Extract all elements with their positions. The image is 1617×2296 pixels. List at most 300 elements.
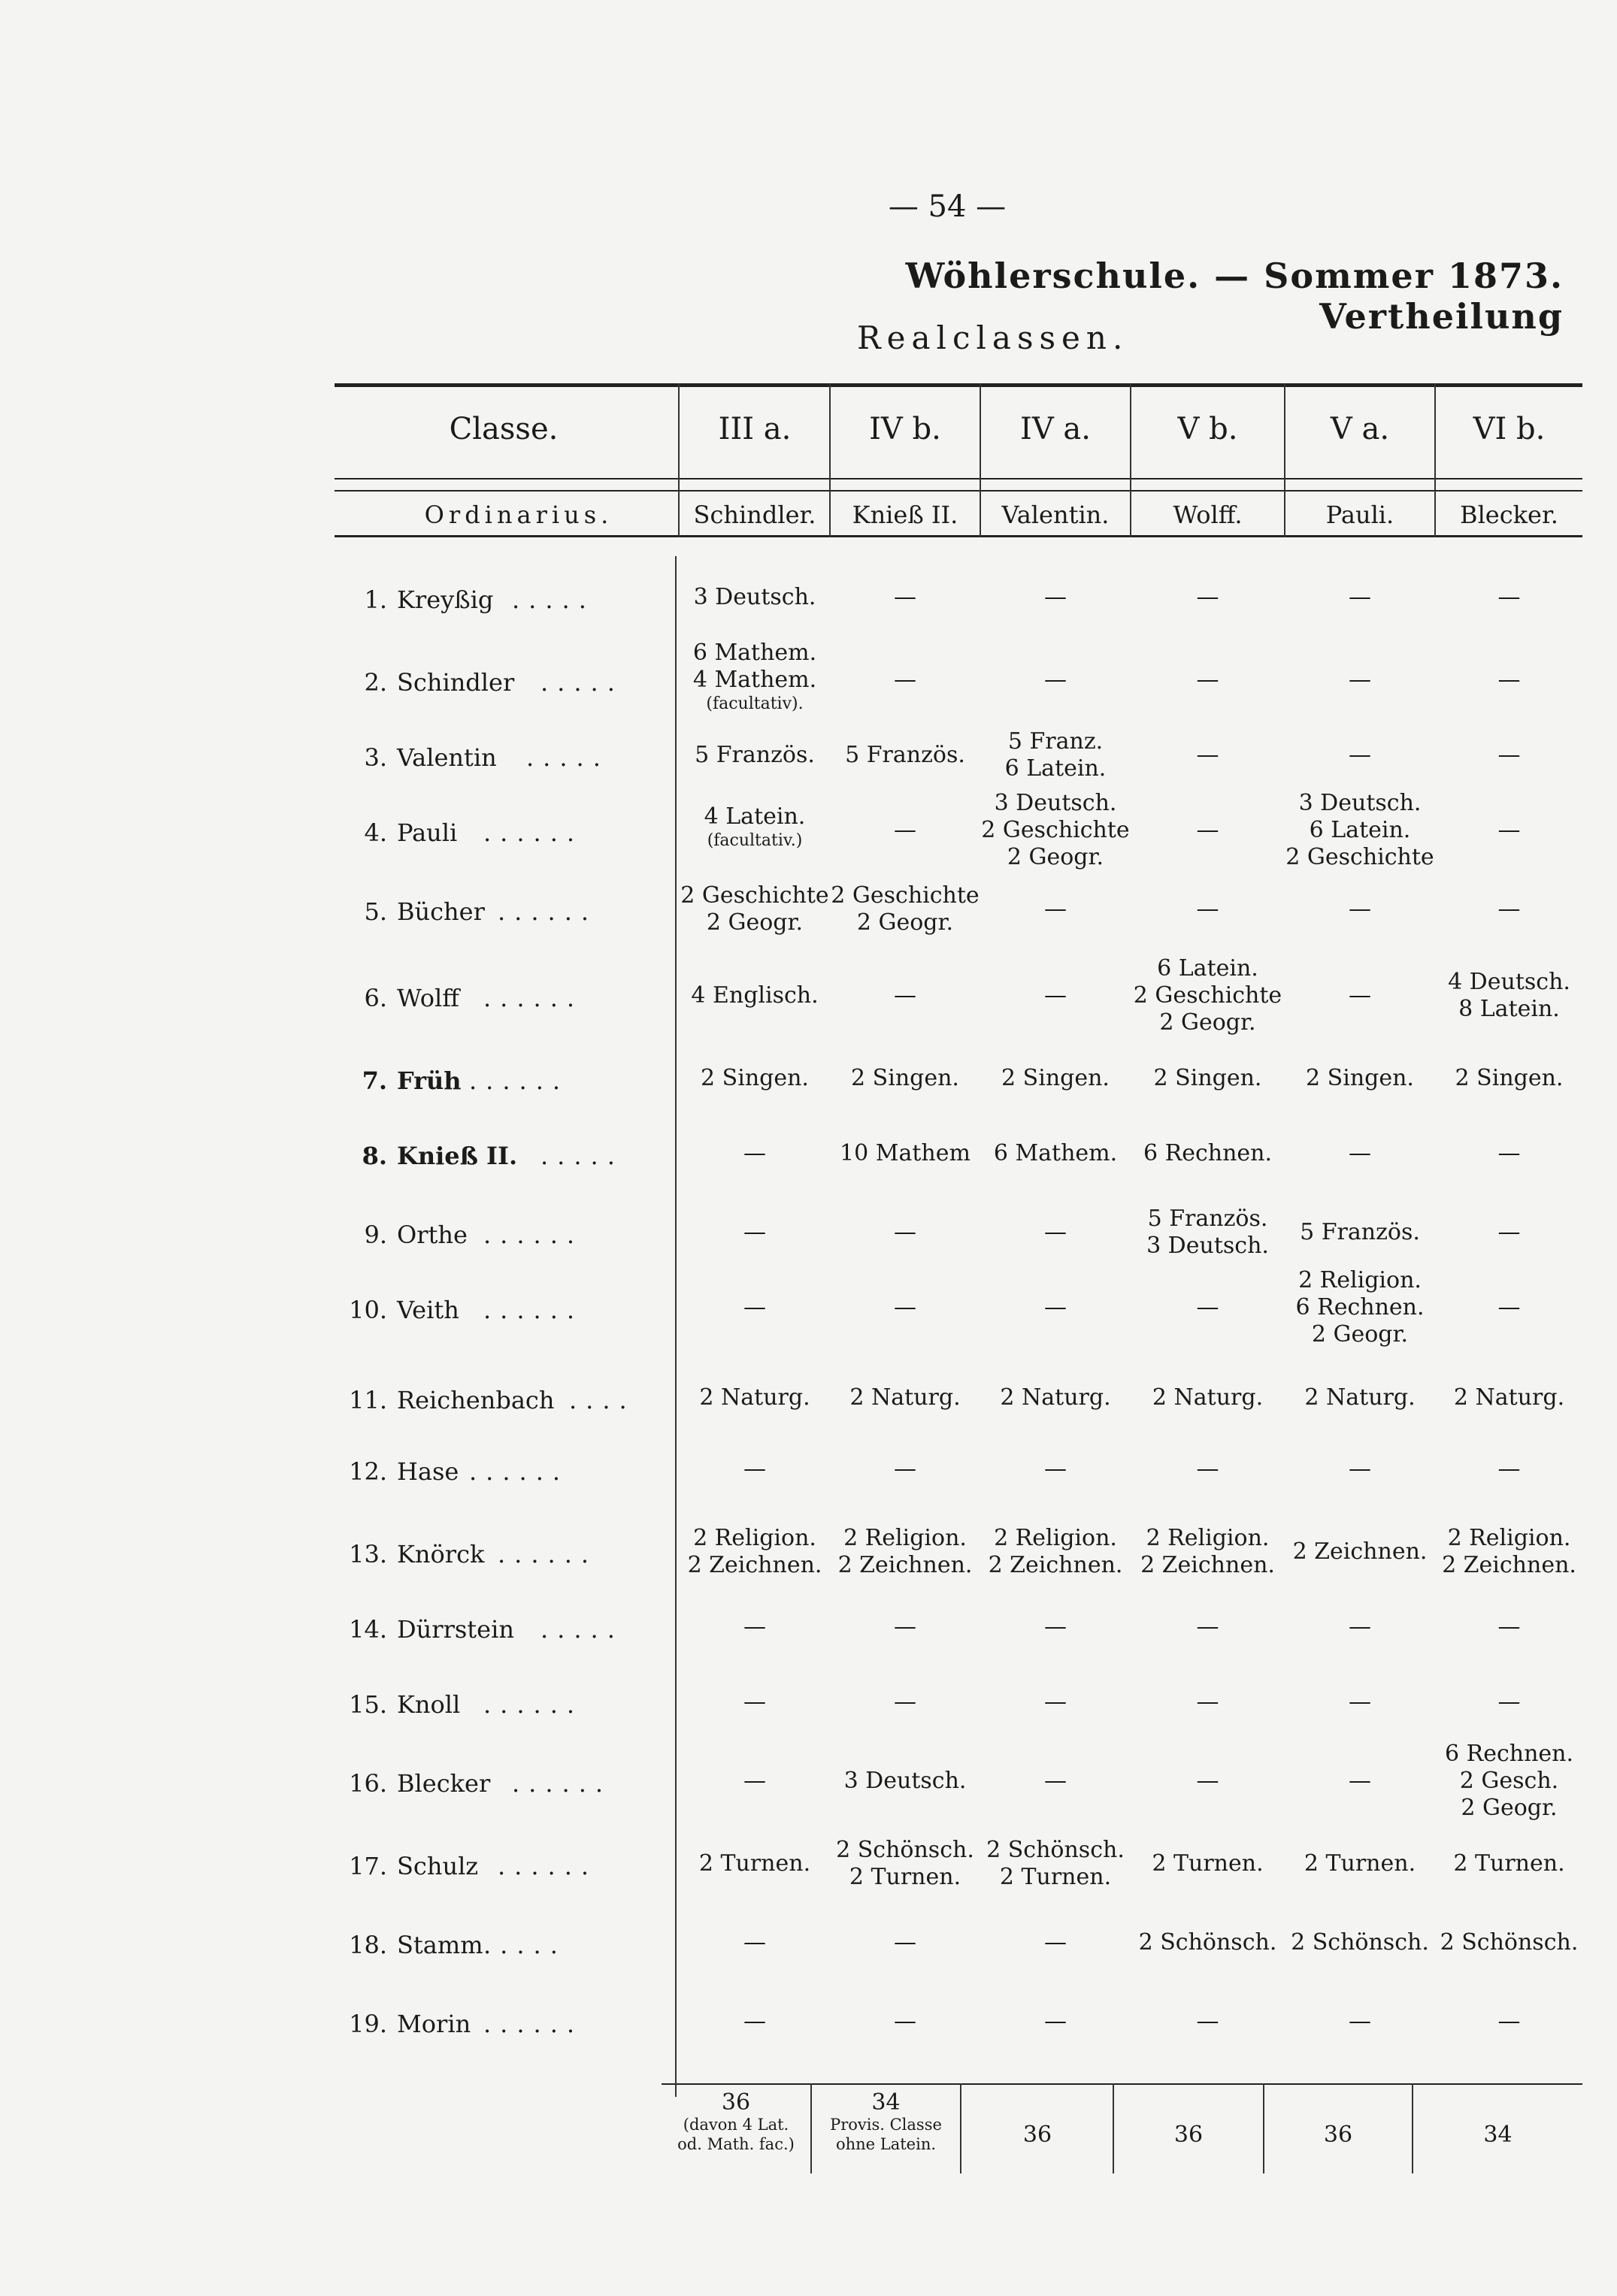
assignment-text: 2 Naturg.	[1304, 1384, 1416, 1411]
assignment-cell	[1285, 1614, 1434, 1641]
assignment-cell	[831, 1525, 980, 1579]
row-number: 7.	[362, 1066, 387, 1095]
assignment-cell	[1436, 1140, 1582, 1167]
teacher-name: Dürrstein	[397, 1615, 514, 1644]
assignment-text: 2 Turnen.	[999, 1864, 1112, 1890]
assignment-text: 2 Naturg.	[849, 1384, 961, 1411]
assignment-cell	[1285, 1929, 1434, 1956]
teacher-name: Knoll	[397, 1690, 461, 1719]
assignment-cell	[981, 667, 1130, 694]
assignment-cell	[1285, 1456, 1434, 1483]
assignment-text: —	[1497, 2008, 1521, 2034]
row-number: 5.	[364, 897, 387, 926]
row-number: 1.	[364, 585, 387, 614]
assignment-text: —	[1497, 1689, 1521, 1715]
assignment-cell	[831, 817, 980, 844]
assignment-text: 6 Latein.	[1309, 817, 1411, 843]
assignment-text: —	[1044, 667, 1067, 693]
assignment-text: —	[743, 1456, 766, 1482]
row-number: 12.	[349, 1457, 387, 1486]
row-number: 14.	[349, 1615, 387, 1644]
ordinarius-name: Pauli.	[1325, 501, 1394, 529]
assignment-text: —	[894, 1219, 916, 1245]
assignment-cell	[831, 1768, 980, 1795]
assignment-text: 6 Mathem.	[993, 1140, 1118, 1166]
total-text: od. Math. fac.)	[677, 2135, 795, 2153]
assignment-text: 2 Singen.	[1455, 1065, 1564, 1091]
assignment-cell	[981, 1614, 1130, 1641]
class-total	[962, 2123, 1113, 2147]
assignment-text: 2 Gesch.	[1459, 1768, 1559, 1794]
assignment-text: —	[1044, 1219, 1067, 1245]
assignment-text: 3 Deutsch.	[1298, 790, 1422, 816]
assignment-text: 2 Religion.	[693, 1525, 816, 1551]
class-total	[662, 2091, 810, 2154]
assignment-text: 2 Religion.	[1146, 1525, 1270, 1551]
leader-dots: .....	[541, 1615, 624, 1644]
assignment-text: —	[743, 1689, 766, 1715]
assignment-cell	[1131, 584, 1284, 611]
assignment-cell	[1285, 667, 1434, 694]
col-line	[960, 2083, 961, 2173]
assignment-cell	[1131, 667, 1284, 694]
assignment-cell	[1436, 1850, 1582, 1877]
leader-dots: .....	[541, 1142, 624, 1170]
rule-ordinarius-bottom	[335, 535, 1582, 537]
leader-dots: .....	[512, 585, 595, 614]
assignment-text: —	[743, 1929, 766, 1956]
assignment-text: 2 Singen.	[851, 1065, 959, 1091]
assignment-cell	[680, 1525, 829, 1579]
assignment-text: —	[1044, 584, 1067, 610]
assignment-cell	[1436, 1741, 1582, 1822]
assignment-cell	[680, 1219, 829, 1246]
assignment-text: —	[1196, 896, 1219, 922]
assignment-cell	[680, 1850, 829, 1877]
assignment-text: 2 Geschichte	[981, 817, 1130, 843]
total-text: Provis. Classe	[830, 2116, 942, 2134]
teacher-name: Früh	[397, 1066, 462, 1095]
assignment-cell	[1131, 1689, 1284, 1716]
assignment-text: —	[743, 1768, 766, 1794]
leader-dots: .....	[526, 743, 610, 772]
row-number: 8.	[362, 1142, 387, 1170]
row-number: 18.	[349, 1931, 387, 1959]
assignment-cell	[1436, 1689, 1582, 1716]
row-number: 13.	[349, 1540, 387, 1568]
assignment-cell	[981, 1219, 1130, 1246]
assignment-text: —	[1497, 1614, 1521, 1640]
total-text: 34	[871, 2089, 901, 2116]
assignment-text: 2 Naturg.	[1000, 1384, 1111, 1411]
assignment-cell	[981, 2008, 1130, 2035]
assignment-text: 2 Schönsch.	[986, 1837, 1125, 1863]
assignment-cell	[831, 584, 980, 611]
assignment-text: —	[1497, 1456, 1521, 1482]
assignment-cell	[1436, 2008, 1582, 2035]
assignment-text: (facultativ.)	[707, 831, 803, 850]
assignment-text: —	[1196, 2008, 1219, 2034]
assignment-cell	[680, 1689, 829, 1716]
assignment-text: 2 Zeichnen.	[1292, 1538, 1428, 1565]
leader-dots: ....	[569, 1386, 636, 1414]
column-header: VI b.	[1473, 412, 1546, 446]
assignment-text: —	[1044, 982, 1067, 1009]
assignment-text: 3 Deutsch.	[1146, 1233, 1269, 1259]
assignment-cell	[831, 1065, 980, 1092]
total-text: 36	[1323, 2122, 1353, 2148]
assignment-text: —	[894, 982, 916, 1009]
assignment-cell	[680, 882, 829, 936]
assignment-text: —	[1349, 1140, 1371, 1166]
assignment-text: 2 Religion.	[843, 1525, 967, 1551]
assignment-text: 6 Latein.	[1004, 755, 1107, 782]
assignment-cell	[981, 584, 1130, 611]
rule-top	[335, 383, 1582, 387]
assignment-text: —	[1497, 1219, 1521, 1245]
assignment-cell	[1285, 1850, 1434, 1877]
assignment-cell	[831, 1929, 980, 1956]
leader-dots: ......	[483, 1296, 584, 1324]
assignment-cell	[1436, 1384, 1582, 1411]
assignment-cell	[680, 1456, 829, 1483]
assignment-cell	[1285, 790, 1434, 871]
teacher-name: Kreyßig	[397, 585, 494, 614]
teacher-name: Morin	[397, 2010, 471, 2038]
teacher-name: Veith	[397, 1296, 459, 1324]
assignment-text: 2 Zeichnen.	[687, 1552, 822, 1578]
assignment-text: —	[1044, 1929, 1067, 1956]
assignment-cell	[680, 1384, 829, 1411]
assignment-text: 2 Naturg.	[699, 1384, 810, 1411]
leader-dots: ......	[483, 2010, 584, 2038]
assignment-text: 2 Schönsch.	[1440, 1929, 1579, 1956]
assignment-text: 6 Rechnen.	[1143, 1140, 1273, 1166]
assignment-cell	[680, 640, 829, 715]
assignment-text: —	[1044, 2008, 1067, 2034]
assignment-cell	[981, 728, 1130, 782]
assignment-cell	[1285, 1065, 1434, 1092]
assignment-text: 5 Französ.	[1147, 1205, 1268, 1232]
assignment-cell	[981, 1456, 1130, 1483]
leader-dots: ......	[469, 1457, 570, 1486]
assignment-cell	[1131, 955, 1284, 1036]
rule-header-bottom	[335, 478, 1582, 479]
assignment-cell	[1285, 584, 1434, 611]
assignment-text: —	[1044, 1768, 1067, 1794]
assignment-cell	[831, 667, 980, 694]
assignment-text: —	[894, 2008, 916, 2034]
row-number: 19.	[349, 2010, 387, 2038]
assignment-text: 4 Englisch.	[691, 982, 819, 1009]
assignment-text: 5 Franz.	[1007, 728, 1104, 755]
assignment-cell	[981, 1140, 1130, 1167]
row-number: 9.	[364, 1221, 387, 1249]
assignment-text: —	[743, 1614, 766, 1640]
assignment-text: 2 Geogr.	[1311, 1321, 1409, 1348]
total-text: 34	[1483, 2122, 1513, 2148]
assignment-cell	[981, 982, 1130, 1009]
column-header: IV b.	[869, 412, 941, 446]
teacher-name: Valentin	[397, 743, 497, 772]
assignment-cell	[1131, 1614, 1284, 1641]
assignment-text: 2 Naturg.	[1152, 1384, 1264, 1411]
assignment-cell	[1285, 742, 1434, 769]
assignment-cell	[1131, 1140, 1284, 1167]
assignment-cell	[680, 584, 829, 611]
assignment-text: —	[1196, 1456, 1219, 1482]
column-header: IV a.	[1020, 412, 1091, 446]
assignment-cell	[1285, 1538, 1434, 1565]
assignment-text: —	[1497, 817, 1521, 843]
assignment-cell	[680, 803, 829, 852]
total-text: 36	[721, 2089, 751, 2116]
assignment-text: —	[1044, 1294, 1067, 1320]
class-total	[1264, 2123, 1412, 2147]
page-number: — 54 —	[888, 189, 1007, 224]
assignment-text: 2 Geschichte	[1133, 982, 1282, 1009]
assignment-text: 2 Turnen.	[1453, 1850, 1565, 1877]
assignment-cell	[981, 1768, 1130, 1795]
assignment-text: —	[1349, 584, 1371, 610]
teacher-name: Schindler	[397, 668, 515, 697]
assignment-cell	[831, 1689, 980, 1716]
assignment-cell	[1436, 1065, 1582, 1092]
assignment-cell	[981, 896, 1130, 923]
assignment-text: 2 Zeichnen.	[1442, 1552, 1576, 1578]
ordinarius-name: Knieß II.	[852, 501, 958, 529]
assignment-cell	[1436, 1525, 1582, 1579]
assignment-text: 2 Singen.	[1153, 1065, 1262, 1091]
assignment-text: 2 Geogr.	[1461, 1795, 1558, 1821]
assignment-text: 2 Singen.	[1306, 1065, 1414, 1091]
assignment-cell	[981, 1689, 1130, 1716]
assignment-text: —	[894, 1689, 916, 1715]
assignment-text: —	[1349, 982, 1371, 1009]
assignment-cell	[1131, 2008, 1284, 2035]
teacher-name: Orthe	[397, 1221, 468, 1249]
assignment-text: 3 Deutsch.	[994, 790, 1117, 816]
assignment-cell	[1131, 896, 1284, 923]
column-header: V a.	[1330, 412, 1390, 446]
assignment-cell	[1436, 817, 1582, 844]
teacher-name: Pauli	[397, 818, 458, 847]
assignment-cell	[1285, 1384, 1434, 1411]
assignment-text: —	[1196, 817, 1219, 843]
assignment-cell	[981, 1837, 1130, 1891]
assignment-text: 2 Geogr.	[706, 909, 804, 936]
assignment-text: —	[1349, 667, 1371, 693]
row-number: 2.	[364, 668, 387, 697]
assignment-text: 2 Turnen.	[698, 1850, 811, 1877]
ordinarius-name: Schindler.	[693, 501, 816, 529]
assignment-text: 5 Französ.	[1300, 1219, 1420, 1245]
assignment-text: —	[1044, 896, 1067, 922]
assignment-text: —	[894, 584, 916, 610]
assignment-text: 2 Schönsch.	[836, 1837, 974, 1863]
assignment-cell	[1436, 742, 1582, 769]
assignment-text: (facultativ).	[706, 694, 804, 713]
assignment-cell	[1436, 896, 1582, 923]
assignment-text: —	[894, 1614, 916, 1640]
teacher-name: Knieß II.	[397, 1142, 518, 1170]
assignment-text: —	[1196, 667, 1219, 693]
row-number: 3.	[364, 743, 387, 772]
assignment-cell	[1285, 896, 1434, 923]
col-line	[675, 556, 677, 2097]
row-number: 4.	[364, 818, 387, 847]
assignment-cell	[831, 1294, 980, 1321]
assignment-text: —	[1196, 584, 1219, 610]
teacher-name: Schulz	[397, 1852, 479, 1880]
assignment-text: 5 Französ.	[845, 742, 965, 768]
ordinarius-name: Blecker.	[1460, 501, 1558, 529]
assignment-text: —	[1497, 896, 1521, 922]
assignment-cell	[831, 1837, 980, 1891]
rule-totals	[662, 2083, 1582, 2085]
assignment-cell	[1131, 1850, 1284, 1877]
assignment-text: —	[743, 1140, 766, 1166]
total-text: 36	[1173, 2122, 1204, 2148]
assignment-cell	[680, 1768, 829, 1795]
leader-dots: ......	[469, 1066, 570, 1095]
assignment-text: 4 Latein.	[704, 803, 806, 830]
page-title: Wöhlerschule. — Sommer 1873. Vertheilung	[905, 256, 1564, 337]
assignment-cell	[1131, 1065, 1284, 1092]
assignment-cell	[1131, 742, 1284, 769]
assignment-text: —	[1349, 1768, 1371, 1794]
assignment-cell	[1131, 1768, 1284, 1795]
assignment-text: 2 Geschichte	[1285, 844, 1434, 870]
row-number: 17.	[349, 1852, 387, 1880]
assignment-text: 2 Zeichnen.	[988, 1552, 1123, 1578]
teacher-name: Stamm	[397, 1931, 483, 1959]
assignment-cell	[831, 882, 980, 936]
column-header: III a.	[718, 412, 792, 446]
assignment-cell	[831, 1219, 980, 1246]
assignment-text: —	[894, 667, 916, 693]
assignment-text: —	[894, 1294, 916, 1320]
assignment-text: 2 Geogr.	[1007, 844, 1104, 870]
assignment-text: 6 Mathem.	[692, 640, 817, 666]
assignment-text: —	[1196, 742, 1219, 768]
assignment-text: 4 Deutsch.	[1448, 969, 1570, 995]
assignment-text: —	[894, 1929, 916, 1956]
assignment-text: 2 Geogr.	[856, 909, 954, 936]
class-label: Classe.	[449, 412, 559, 446]
leader-dots: ......	[483, 1221, 584, 1249]
row-number: 11.	[349, 1386, 387, 1414]
assignment-text: —	[1349, 2008, 1371, 2034]
assignment-text: —	[1349, 1689, 1371, 1715]
assignment-cell	[831, 742, 980, 769]
assignment-cell	[1436, 1219, 1582, 1246]
leader-dots: ......	[483, 1690, 584, 1719]
assignment-text: 2 Naturg.	[1453, 1384, 1565, 1411]
assignment-text: 2 Religion.	[1447, 1525, 1571, 1551]
ordinarius-name: Wolff.	[1173, 501, 1243, 529]
assignment-cell	[981, 790, 1130, 871]
assignment-cell	[1131, 817, 1284, 844]
assignment-cell	[831, 982, 980, 1009]
assignment-text: —	[1497, 742, 1521, 768]
row-number: 15.	[349, 1690, 387, 1719]
col-line	[678, 383, 680, 537]
assignment-cell	[1285, 1689, 1434, 1716]
assignment-text: —	[1349, 1456, 1371, 1482]
leader-dots: ......	[483, 818, 584, 847]
assignment-text: 2 Geschichte	[680, 882, 829, 909]
assignment-text: 10 Mathem	[840, 1140, 971, 1166]
assignment-text: —	[1196, 1689, 1219, 1715]
assignment-cell	[1285, 1219, 1434, 1246]
page-subtitle: Realclassen.	[857, 319, 1129, 356]
assignment-text: 2 Zeichnen.	[837, 1552, 973, 1578]
assignment-cell	[680, 1065, 829, 1092]
leader-dots: ......	[512, 1769, 613, 1798]
assignment-text: 2 Singen.	[1001, 1065, 1110, 1091]
assignment-text: —	[1497, 667, 1521, 693]
assignment-text: —	[1497, 584, 1521, 610]
assignment-text: —	[1349, 1614, 1371, 1640]
teacher-name: Blecker	[397, 1769, 491, 1798]
assignment-cell	[1131, 1294, 1284, 1321]
assignment-text: 2 Religion.	[1298, 1267, 1422, 1293]
teacher-name: Reichenbach	[397, 1386, 555, 1414]
assignment-cell	[1131, 1525, 1284, 1579]
assignment-text: —	[894, 817, 916, 843]
assignment-cell	[981, 1065, 1130, 1092]
teacher-name: Knörck	[397, 1540, 485, 1568]
assignment-text: 2 Geogr.	[1159, 1009, 1256, 1036]
assignment-cell	[1285, 1140, 1434, 1167]
assignment-text: —	[894, 1456, 916, 1482]
assignment-cell	[1285, 982, 1434, 1009]
assignment-text: 2 Singen.	[701, 1065, 809, 1091]
assignment-cell	[1285, 1267, 1434, 1348]
assignment-cell	[680, 1929, 829, 1956]
assignment-text: —	[1196, 1294, 1219, 1320]
assignment-text: 3 Deutsch.	[693, 584, 816, 610]
class-total	[812, 2091, 960, 2154]
assignment-text: 8 Latein.	[1458, 996, 1560, 1022]
assignment-cell	[1131, 1384, 1284, 1411]
assignment-cell	[680, 742, 829, 769]
rule-ordinarius-top	[335, 490, 1582, 492]
assignment-cell	[831, 1384, 980, 1411]
assignment-cell	[1436, 969, 1582, 1023]
assignment-text: 5 Französ.	[695, 742, 815, 768]
ordinarius-label: Ordinarius.	[424, 501, 613, 529]
leader-dots: ......	[498, 1852, 598, 1880]
assignment-text: —	[1349, 896, 1371, 922]
class-total	[1114, 2123, 1263, 2147]
assignment-cell	[1285, 2008, 1434, 2035]
total-text: 36	[1022, 2122, 1052, 2148]
row-number: 10.	[349, 1296, 387, 1324]
assignment-cell	[1436, 584, 1582, 611]
assignment-text: —	[1196, 1614, 1219, 1640]
assignment-text: —	[743, 2008, 766, 2034]
assignment-cell	[1131, 1456, 1284, 1483]
assignment-cell	[1436, 1456, 1582, 1483]
total-text: (davon 4 Lat.	[683, 2116, 789, 2134]
assignment-text: —	[1349, 742, 1371, 768]
row-number: 16.	[349, 1769, 387, 1798]
teacher-name: Hase	[397, 1457, 459, 1486]
assignment-cell	[831, 1456, 980, 1483]
assignment-text: —	[1044, 1456, 1067, 1482]
